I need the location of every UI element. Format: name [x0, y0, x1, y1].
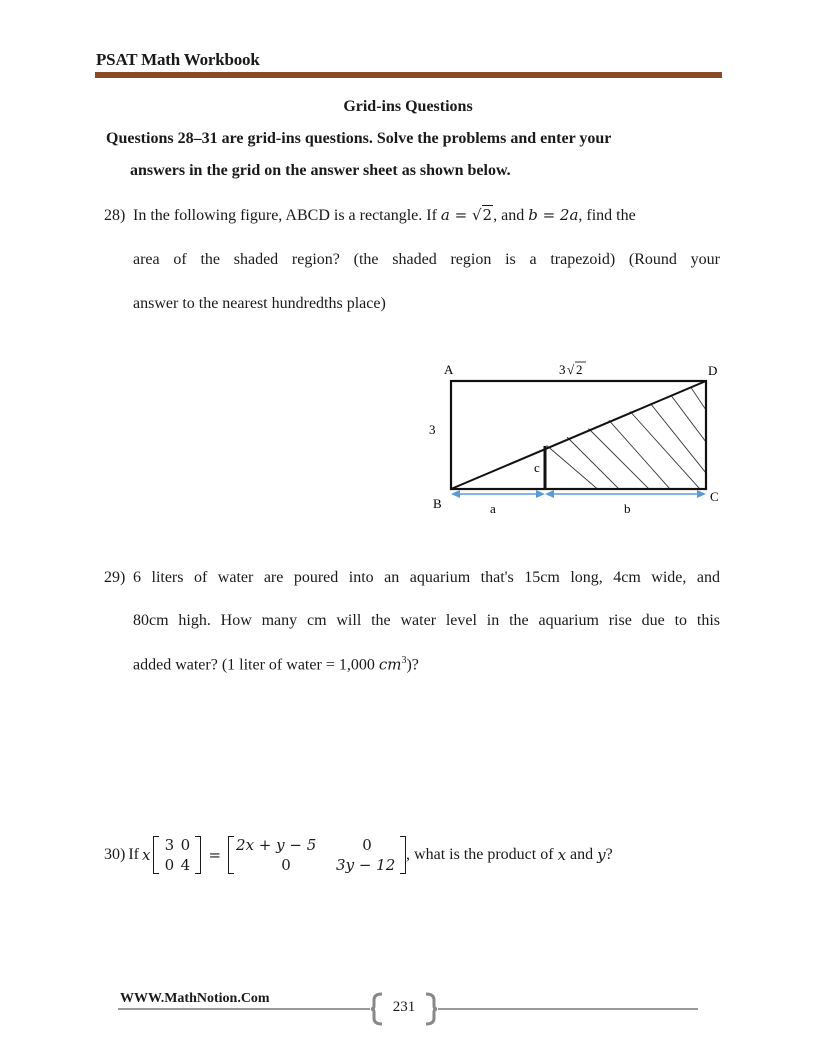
- book-title: PSAT Math Workbook: [96, 50, 260, 69]
- label-d-vertex: D: [708, 363, 718, 378]
- matrix-left-cell: 0: [180, 836, 191, 854]
- q30-var-x: x: [141, 846, 151, 864]
- q30-line: [104, 836, 613, 874]
- q28-sqrt: √2: [471, 206, 493, 224]
- q29-unit: cm: [378, 655, 402, 674]
- matrix-left-cell: 0: [164, 856, 175, 874]
- matrix-left: [153, 836, 201, 874]
- label-c-vertex: C: [710, 489, 719, 504]
- matrix-right-cell: 2x + y − 5: [236, 836, 317, 854]
- label-top-coef: 3: [559, 362, 566, 377]
- q29-line-2: 80cm high. How many cm will the water level in the aquarium rise due to this: [133, 612, 720, 629]
- matrix-left-cell: 3: [164, 836, 175, 854]
- q29-number: 29): [104, 569, 126, 586]
- q30-number: 30): [104, 846, 126, 863]
- q30-var-y: y: [597, 846, 606, 864]
- q29-line-3: [133, 656, 720, 673]
- matrix-right: [228, 836, 406, 874]
- q29-line3-text-a: added water? (1 liter of water = 1,000: [133, 656, 375, 674]
- q29-line3-text-b: )?: [406, 656, 419, 674]
- matrix-right-cell: 3y − 12: [336, 856, 396, 874]
- label-a-base: a: [490, 501, 496, 516]
- q29-line-1: 6 liters of water are poured into an aquarium that's 15cm long, 4cm wide, and: [133, 569, 720, 586]
- label-side-3: 3: [429, 422, 436, 437]
- rectangle-figure: [418, 358, 728, 518]
- section-title: Grid-ins Questions: [343, 98, 473, 115]
- q28-line1-text-b: , and: [493, 207, 525, 224]
- label-a-vertex: A: [444, 362, 454, 377]
- footer-url: WWW.MathNotion.Com: [120, 991, 270, 1006]
- matrix-left-cell: 4: [180, 856, 191, 874]
- page-number: 231: [392, 999, 416, 1015]
- label-b-base: b: [624, 501, 631, 516]
- q30-tail-b: ?: [605, 846, 613, 863]
- q30-and: and: [570, 846, 594, 863]
- label-c-segment: c: [534, 460, 540, 475]
- q30-var-x2: x: [557, 846, 567, 864]
- header-rule: [95, 72, 722, 78]
- label-top-radical: √: [567, 362, 575, 377]
- matrix-right-cell: 0: [281, 856, 291, 874]
- dimension-arrows: [451, 490, 706, 498]
- q28-line1-text-c: , find the: [578, 207, 636, 224]
- q28-number: 28): [104, 207, 126, 224]
- label-b-vertex: B: [433, 496, 442, 511]
- instructions-line-2: answers in the grid on the answer sheet as shown below.: [130, 162, 511, 179]
- q28-line-2: area of the shaded region? (the shaded region is a trapezoid) (Round your: [133, 251, 720, 268]
- q28-line-1: [133, 208, 720, 224]
- instructions-line-1: Questions 28–31 are grid-ins questions. Solve the problems and enter your: [106, 130, 612, 147]
- q28-line1-text-a: In the following figure, ABCD is a rectangle. If: [133, 207, 437, 224]
- q29-exponent: 3: [401, 655, 407, 666]
- q30-tail-a: , what is the product of: [406, 846, 554, 863]
- matrix-right-cell: 0: [362, 836, 372, 854]
- q30-if: If: [128, 846, 139, 863]
- q28-line-3: answer to the nearest hundredths place): [133, 295, 386, 312]
- label-top-rad: 2: [576, 362, 583, 377]
- q28-math-a: a =: [440, 206, 472, 224]
- equals-sign: =: [208, 846, 222, 864]
- q28-math-b: b = 2a: [528, 206, 579, 224]
